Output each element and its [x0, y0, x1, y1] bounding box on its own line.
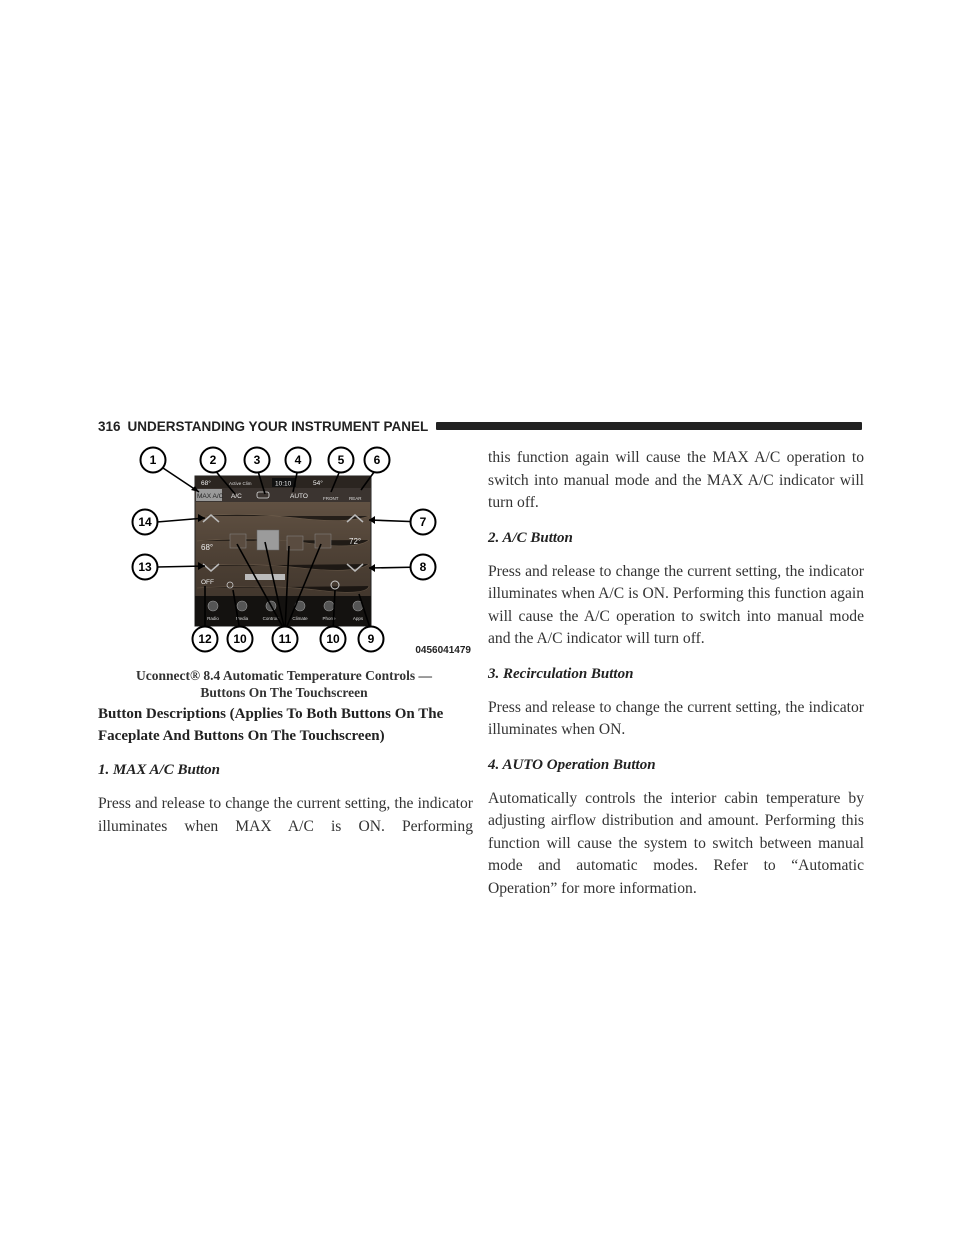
callout-12 — [193, 627, 218, 652]
screen-driver-temp: 68° — [201, 480, 211, 487]
item-1-title: 1. MAX A/C Button — [98, 762, 220, 778]
item-4-title: 4. AUTO Operation Button — [488, 756, 656, 773]
item-1-text-a: Press and release to change the current setting, the indicator illuminates when MAX A/C is ON. Performing — [98, 795, 473, 835]
screen-fan-bar — [245, 574, 285, 580]
figure-id: 0456041479 — [415, 645, 471, 656]
page-header — [98, 419, 862, 433]
svg-text:10: 10 — [326, 632, 340, 647]
callout-10-b — [228, 627, 253, 652]
header-rule — [436, 422, 862, 430]
svg-text:Media: Media — [235, 616, 249, 621]
item-4-text: Automatically controls the interior cabin temperature by adjusting airflow distribution and amount. Performing this function will cause the system to switch between manual mode and automatic modes. Refer to “Automatic Operation” for more information. — [488, 789, 864, 897]
callout-9 — [359, 627, 384, 652]
screen-active-label: Active Clim — [229, 481, 252, 486]
item-3-title: 3. Recirculation Button — [488, 665, 634, 682]
svg-text:6: 6 — [373, 453, 381, 468]
svg-text:3: 3 — [253, 453, 261, 468]
item-1-text-b: this function again will cause the MAX A/C operation to switch into manual mode and the MAX A/C indicator will turn off. — [488, 449, 864, 511]
svg-text:7: 7 — [419, 515, 427, 530]
section-title: UNDERSTANDING YOUR INSTRUMENT PANEL — [127, 418, 429, 434]
callout-14 — [133, 510, 158, 535]
svg-text:1: 1 — [149, 453, 157, 468]
page-number: 316 — [98, 418, 121, 434]
screen-mode-bilevel-icon — [257, 530, 279, 550]
callout-3 — [245, 448, 270, 473]
callout-11 — [273, 627, 298, 652]
screen-clock: 10:10 — [275, 480, 292, 488]
screen-ac-label: A/C — [231, 493, 242, 500]
svg-text:Apps: Apps — [352, 616, 364, 621]
item-2-title: 2. A/C Button — [488, 529, 573, 546]
screen-off-label: OFF — [201, 579, 214, 586]
screen-auto-label: AUTO — [290, 493, 308, 500]
right-column — [488, 447, 864, 912]
screen-max-ac-label: MAX A/C — [197, 493, 224, 500]
callout-13 — [133, 555, 158, 580]
svg-text:9: 9 — [367, 632, 375, 647]
svg-text:Radio: Radio — [207, 616, 219, 621]
svg-text:4: 4 — [294, 453, 302, 468]
svg-text:12: 12 — [198, 632, 212, 647]
svg-text:14: 14 — [138, 515, 152, 530]
left-column — [98, 703, 473, 850]
callout-6 — [365, 448, 390, 473]
svg-text:8: 8 — [419, 560, 427, 575]
svg-text:Phone: Phone — [322, 616, 336, 621]
svg-text:Climate: Climate — [292, 616, 308, 621]
callout-7 — [411, 510, 436, 535]
svg-text:Controls: Controls — [262, 616, 280, 621]
callout-10 — [321, 627, 346, 652]
callout-5 — [329, 448, 354, 473]
screen-outside-temp: 54° — [313, 480, 323, 487]
screen-driver-setpoint: 68° — [201, 543, 214, 552]
touchscreen-figure — [127, 446, 471, 656]
callout-2 — [201, 448, 226, 473]
svg-text:11: 11 — [278, 632, 292, 647]
touchscreen-illustration — [127, 446, 471, 656]
caption-line-1: Uconnect® 8.4 Automatic Temperature Controls — — [135, 668, 433, 683]
item-3-text: Press and release to change the current setting, the indicator illuminates when ON. — [488, 698, 864, 738]
callout-4 — [286, 448, 311, 473]
section-heading: Button Descriptions (Applies To Both Buttons On The Faceplate And Buttons On The Touchscreen) — [98, 706, 444, 744]
svg-text:2: 2 — [209, 453, 217, 468]
screen-rear-label: REAR — [349, 496, 362, 501]
screen-front-label: FRONT — [323, 496, 339, 501]
figure-caption — [98, 667, 470, 701]
svg-text:13: 13 — [138, 560, 152, 575]
callout-1 — [141, 448, 166, 473]
screen-mode-mix-icon — [315, 534, 331, 548]
callout-8 — [411, 555, 436, 580]
svg-text:5: 5 — [337, 453, 345, 468]
screen-passenger-setpoint: 72° — [349, 537, 362, 546]
item-2-text: Press and release to change the current setting, the indicator illuminates when A/C is ON. Performing this function again will cause the A/C operation to switch into manual mode and the A/C indicator will turn off. — [488, 562, 864, 647]
svg-text:10: 10 — [233, 632, 247, 647]
caption-line-2: Buttons On The Touchscreen — [200, 685, 368, 700]
